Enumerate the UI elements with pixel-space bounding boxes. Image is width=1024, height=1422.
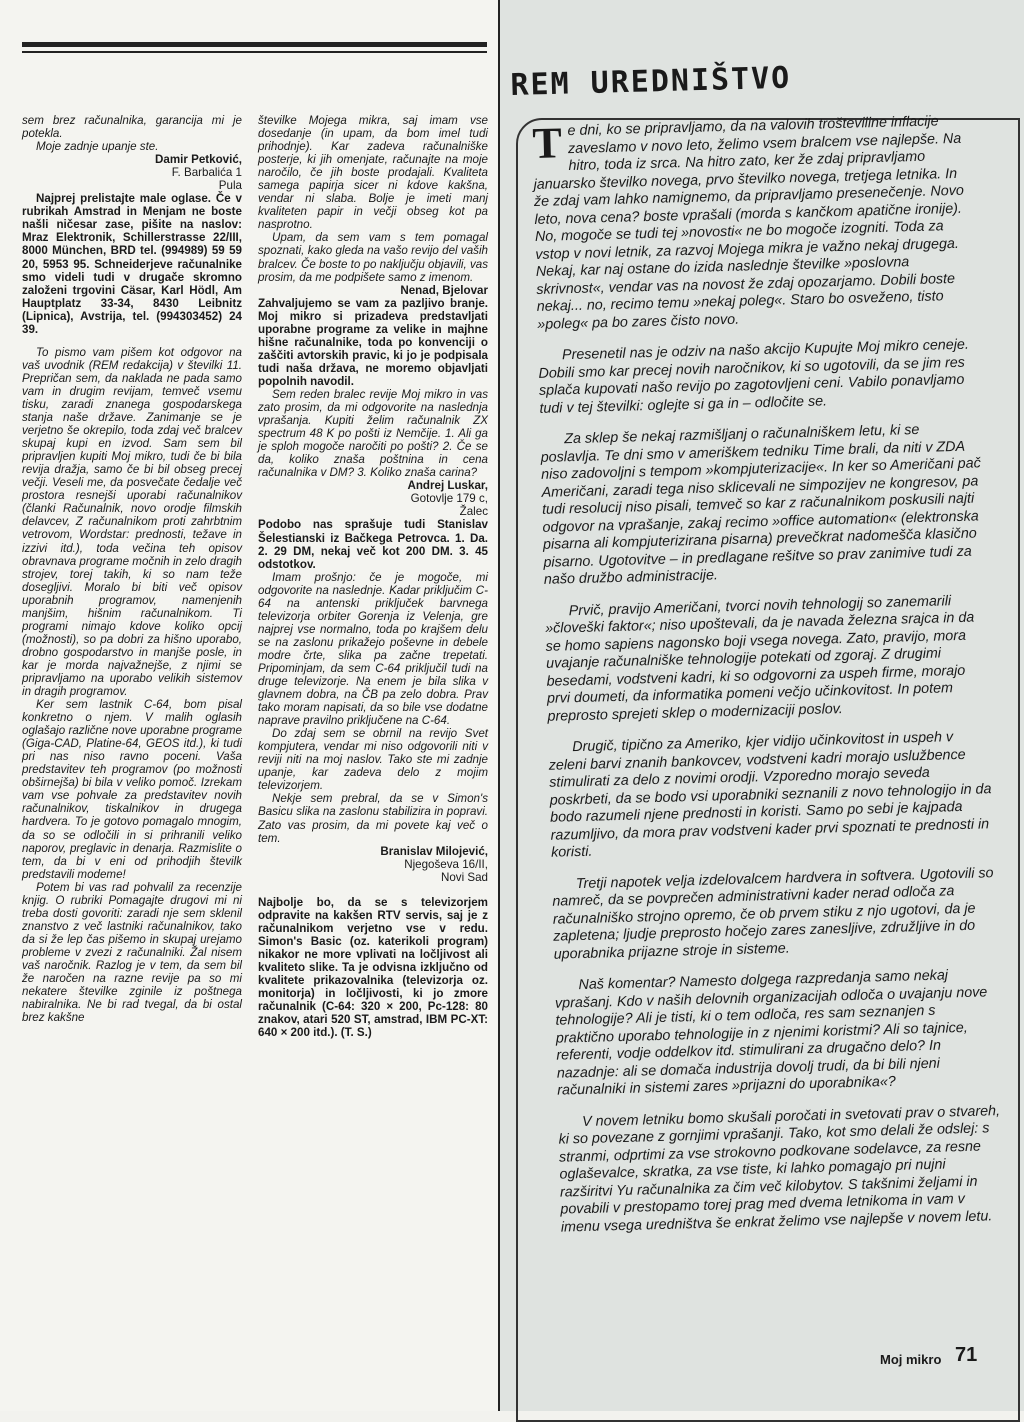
letter-text: To pismo vam pišem kot odgovor na vaš uvodnik (REM redakcija) v številki 11. Prepričan sem, da naklada ne pada samo vam in drugim revijam, temveč vsemu tisku, zaradi znanega gospodarskega stanja naše države. Zanimanje se je verjetno še okrepilo, toda zdaj več bralcev skupaj kupi en izvod. Sam sem bil pripravljen kupiti Moj mikro, tudi če bi bila revija dražja, samo če bi bil obseg precej večji. Veseli me, da posvečate čedalje več prostora resnejši uporabi računalnikov (članki Računalnik, novo orodje filmskih delavcev, Z računalnikom proti zahrbtnim vetrovom, Wordstar: prednosti, težave in izzivi itd.), toda večina teh opisov obravnava programe močnih in zelo dragih strojev, torej takih, ki so nam teže dosegljivi. Moralo bi biti več opisov uporabnih programov, namenjenih manjšim, hišnim računalnikom. Ti programi nimajo kdove koliko opcij (možnosti), so pa dobri za hišno uporabo, drobno gospodarstvo in manjše posle, in kar je morda najvažnejše, z njimi se pripravljamo na uporabo velikih sistemov in dragih programov. — [22, 345, 242, 699]
top-rule-thin — [22, 51, 487, 53]
letters-column-1 — [22, 114, 242, 1024]
letter-text: Potem bi vas rad pohvalil za recenzije knjig. O rubriki Pomagajte drugovi mi ni treba dosti govoriti: zaradi nje sem sklenil znanstvo z več lastniki računalnikov, tako da si že lep čas pišemo in skupaj urejamo probleme v zvezi z računalniki. Žal nisem vaš naročnik. Razlog je v tem, da sem bil že naročen na razne revije pa so mi nekatere številke zginile iz poštnega nabiralnika. Ne bi rad tvegal, da bi ostal brez kakšne — [22, 880, 242, 1025]
editorial-paragraph: Tretji napotek velja izdelovalcem hardvera in softvera. Ugotovili so namreč, da se povprečen administrativni kader nerad odloča za računalniško strojno opremo, če ob prvem stiku z njo ugotovi, da je zapletena; ljudje preprosto hočejo zares zanesljive, združljive in do uporabnika prijazne stroje in sisteme. — [552, 864, 994, 963]
letter-text: Upam, da sem vam s tem pomagal spoznati, kako gleda na vašo revijo del vaših bralcev. Če boste to po naključju objavili, vas prosim, da me podpišete samo z imenom. — [258, 231, 488, 284]
letter-text: sem brez računalnika, garancija mi je potekla. — [22, 114, 242, 141]
letter-text: Ker sem lastnik C-64, bom pisal konkretno o njem. V malih oglasih oglašajo različne nove uporabne programe (Giga-CAD, Platine-64, GEOS itd.), ki tudi pri nas niso ravno poceni. Vaša predstavitev teh programov (po možnosti obširnejša) bi bila v veliko pomoč. Izrekam vam vse pohvale za predstavitev novih računalnikov, tiskalnikov in drugega hardvera. To je gotovo pomagalo mnogim, da so se odločili in si prihranili veliko naporov, preglavic in denarja. Razmislite o tem, da bi v eni od prihodjih številk predstavili modeme! — [22, 698, 242, 881]
letter-signature: Nenad, Bjelovar — [400, 283, 488, 297]
editor-reply: Zahvaljujemo se vam za pazljivo branje. Moj mikro si prizadeva predstavljati uporabne programe za velike in majhne hišne računalnike, toda po konvenciji o zaščiti avtorskih pravic, ki jo je podpisala tudi naša država, ne moremo objavljati popolnih navodil. — [258, 296, 488, 388]
column-divider — [498, 0, 500, 1411]
editorial-paragraph — [532, 112, 979, 333]
editorial-paragraph: Naš komentar? Namesto dolgega razpredanja samo nekaj vprašanj. Kdo v naših delovnih organizacijah odloča o uvajanju nove tehnologije? Ali je tisti, ki o tem odloča, res sam seznanjen s praktično uporabo tehnologije in z njenimi koristmi? Ali so tajnice, referenti, vodje oddelkov itd. stimulirani za drugačno delo? In nazadnje: ali se domača industrija dovolj trudi, da bi bili njeni računalniki in sistemi zares »prijazni do uporabnika«? — [554, 967, 988, 1099]
editor-reply: Najprej prelistajte male oglase. Če v rubrikah Amstrad in Menjam ne boste našli ničesar zase, pišite na naslov: Mraz Elektronik, Schillerstrasse 22/III, 8000 München, BRD tel. (994989) 59 59 20, 5953 95. Schneiderjeve računalnike smo videli tudi v drugače skromno založeni trgovini Cäsar, Karl Hödl, Am Hauptplatz 33-34, 8430 Leibnitz (Lipnica), Avstrija, tel. (994303452) 24 39. — [22, 192, 242, 336]
letter-address: Njegoševa 16/II, — [404, 857, 488, 871]
letter-address: F. Barbalića 1 — [171, 166, 242, 180]
editorial-paragraph: Za sklep še nekaj razmišljanj o računalniškem letu, ki se poslavlja. Te dni smo v ameriškem tedniku Time brali, da niti v ZDA niso zadovoljni s tempom »kompjuterizacije«. In ker so Američani pač Američani, zaradi tega niso sklicevali ne simpozijev ne kongresov, pa tudi resolucij niso pisali, temveč so kar z računalnikom poskusili najti odgovor na vprašanje, zakaj recimo »office automation« (elektronska pisarna ali kompjuterizirana pisarna) prevečkrat nadomešča klasično pisarno. Ugotovitve – in predlagane rešitve so prav zanimive tudi za našo družbo administracije. — [540, 421, 981, 588]
drop-cap: T — [531, 118, 563, 168]
editorial-title: REM UREDNIŠTVO — [510, 60, 792, 103]
letter-text: Nekje sem prebral, da se v Simon's Basicu slika na zaslonu stabilizira in popravi. Zato vas prosim, da mi povete kaj več o tem. — [258, 792, 488, 845]
letter-address: Novi Sad — [440, 870, 488, 884]
letter-address: Žalec — [459, 505, 488, 519]
editorial-intro: e dni, ko se pripravljamo, da na valovih trošteviline inflacije zaveslamo v novo leto, želimo vsem bralcem vse najlepše. Na hitro, toda iz srca. Na hitro zato, ker že zdaj pripravljamo januarsko številko novega, prvo številko novega, tretjega letnika. In že zdaj vam lahko namignemo, da pripravljamo presenečenje. Novo leto, nova cena? boste vprašali (morda s kančkom apatične ironije). No, mogoče se tudi tej »novosti« ne bo mogoče izogniti. Toda za vstop v novi letnik, za razvoj Mojega mikra je važno nekaj drugega. Nekaj, kar naj ostane do izida naslednje številke »poslovna skrivnost«, vendar vas na novost že zdaj opozarjamo. Dobili boste nekaj... no, recimo temu »nekaj poleg«. Staro bo osveženo, tisto »poleg« pa bo zares čisto novo. — [533, 113, 965, 333]
editor-reply: Najbolje bo, da se s televizorjem odpravite na kakšen RTV servis, saj je z računalnikom verjetno vse v redu. Simon's Basic (oz. katerikoli program) nikakor ne more vplivati na ločljivost ali kvaliteto slike. Ta je odvisna izključno od kvalitete prikazovalnika (televizorja oz. monitorja) in ločljivosti, ki jo zmore računalnik (C-64: 320 × 200, Pc-128: 80 znakov, atari 520 ST, amstrad, IBM PC-XT: 640 × 200 itd.). (T. S.) — [258, 895, 488, 1040]
letter-text: Do zdaj sem se obrnil na revijo Svet kompjutera, vendar mi niso odgovorili niti v reviji niti na moj naslov. Tako ste mi zadnje upanje, kar zadeva delo z mojim televizorjem. — [258, 727, 488, 793]
letter-text: Imam prošnjo: če je mogoče, mi odgovorite na naslednje. Kadar priključim C-64 na antenski priključek barvnega televizorja orbiter Gorenja iz Velenja, gre najprej vse normalno, toda po krajšem delu se na zaslonu prikažejo poševne in debele modre črte, slika pa začne trepetati. Pripominjam, da sem C-64 priključil tudi na druge televizorje. Na enem je bila slika v glavnem dobra, na ČB pa zelo dobra. Prav tako moram napisati, da so bile vse dodatne naprave pravilno priključene na C-64. — [258, 570, 488, 728]
letter-text: številke Mojega mikra, saj imam vse dosedanje (in upam, da bom imel tudi prihodnje). Kar zadeva računalniške posterje, ki jih omenjate, računajte na moje naročilo, če jih boste prodajali. Kvaliteta samega papirja sicer ni kdove kakšna, vendar ni slaba. Bolje je imeti manj kvaliteten papir in večji obseg kot pa nasprotno. — [258, 114, 488, 232]
letter-signature: Damir Petković, — [155, 153, 242, 167]
page-number: 71 — [955, 1344, 978, 1366]
letter-address: Gotovlje 179 c, — [410, 492, 488, 506]
letter-text: Sem reden bralec revije Moj mikro in vas zato prosim, da mi odgovorite na naslednja vprašanja. Kupiti želim računalnik ZX spectrum 48 K po pošti iz Nemčije. 1. Ali ga je sploh mogoče naročiti po pošti? 2. Če se da, koliko znaša poštnina in cena računalnika v DM? 3. Koliko znaša carina? — [258, 387, 488, 480]
letter-address: Pula — [218, 179, 242, 193]
editorial-paragraph: V novem letniku bomo skušali poročati in svetovati prav o stvareh, ki so povezane z gornjimi vprašanji. Tako, kot smo delali že odslej: s stranmi, odprtimi za vse strokovno podkovane sodelavce, za resne oglaševalce, skratka, za vse tiste, ki lahko pomagajo pri nujni razširitvi Yu računalnika za čim več kilobytov. S takšnimi željami in povabili v prestopamo torej prag med dvema letnikoma in vam v imenu vsega uredništva še enkrat želimo vse najlepše v novem letu. — [558, 1102, 1001, 1236]
editorial-paragraph: Drugič, tipično za Ameriko, kjer vidijo učinkovitost in uspeh v zeleni barvi znanih bankovcev, vodstveni kadri morajo uslužbence stimulirati za delo z novimi orodji. Vzporedno morajo seveda poskrbeti, da se bodo vsi uporabniki seznanili z novo tehnologijo in da bodo razumeli njene prednosti in koristi. Samo po sebi je kajpada razumljivo, da mora prav vodstveni kader prvi spoznati te prednosti in koristi. — [548, 729, 992, 861]
top-rule — [22, 42, 487, 47]
letter-text: Moje zadnje upanje ste. — [36, 140, 159, 154]
editorial-paragraph: Presenetil nas je odziv na našo akcijo Kupujte Moj mikro ceneje. Dobili smo kar precej novih naročnikov, ki so ugotovili, da se jim res splača kupovati našo revijo po zagotovljeni ceni. Vabilo ponavljamo tudi v tej številki: oglejte si ga in – odločite se. — [538, 336, 970, 417]
letter-signature: Branislav Milojević, — [380, 844, 488, 858]
editor-reply: Podobo nas sprašuje tudi Stanislav Šelestianski iz Bačkega Petrovca. 1. Da. 2. 29 DM, nekaj več kot 200 DM. 3. 45 odstotkov. — [258, 518, 488, 571]
editorial-body — [532, 112, 1003, 1250]
magazine-name: Moj mikro — [880, 1352, 942, 1367]
editorial-paragraph: Prvič, pravijo Američani, tvorci novih tehnologij so zanemarili »človeški faktor«; niso upoštevali, da je navada železna srajca in da se homo sapiens nagonsko boji vsega novega. Zato, pravijo, mora uvajanje računalniške tehnologije potekati od zgoraj. Z drugimi besedami, vodstveni kadri, ki so odgovorni za uspeh firme, morajo prvi doumeti, da informatika pomeni večjo učinkovitost. In potem preprosto sprejeti sklep o modernizaciji poslov. — [545, 592, 975, 725]
letter-signature: Andrej Luskar, — [407, 479, 488, 493]
letters-column-2 — [258, 114, 488, 1039]
